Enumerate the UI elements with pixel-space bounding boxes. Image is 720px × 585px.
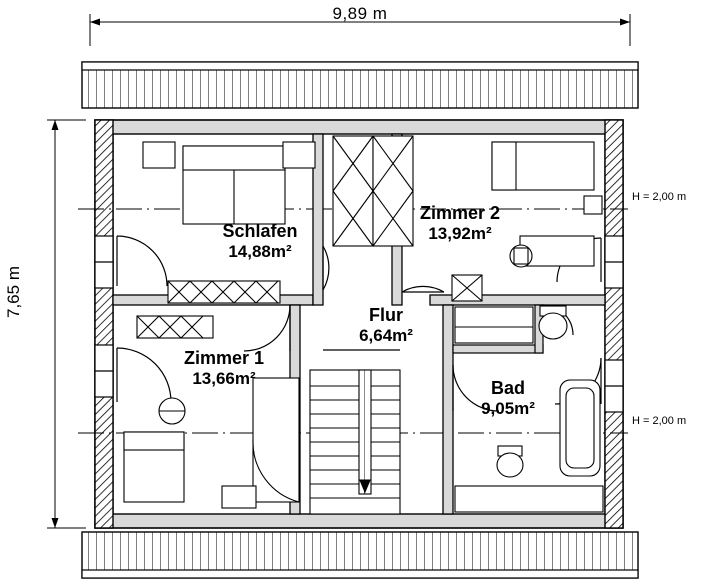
dimension-left-label: 7,65 m <box>4 266 23 318</box>
room-area-zimmer1: 13,66m² <box>192 368 256 388</box>
room-label-flur <box>334 305 438 345</box>
room-name-flur: Flur <box>369 305 403 325</box>
dimension-top-label: 9,89 m <box>332 4 388 23</box>
room-label-zimmer2 <box>402 203 518 243</box>
room-name-zimmer1: Zimmer 1 <box>183 348 265 368</box>
staircase <box>310 370 400 514</box>
room-name-schlafen: Schlafen <box>222 221 298 241</box>
room-area-flur: 6,64m² <box>359 325 413 345</box>
room-area-zimmer2: 13,92m² <box>428 223 492 243</box>
height-marker-upper-label: H = 2,00 m <box>632 191 687 203</box>
roof-overhang-bottom <box>82 532 638 578</box>
dimension-left <box>47 120 86 528</box>
room-name-bad: Bad <box>490 378 525 398</box>
room-name-zimmer2: Zimmer 2 <box>419 203 501 223</box>
roof-overhang-top <box>82 62 638 108</box>
room-label-schlafen <box>200 221 320 261</box>
room-label-zimmer1 <box>167 348 281 388</box>
room-area-schlafen: 14,88m² <box>228 241 292 261</box>
height-marker-lower-label: H = 2,00 m <box>632 415 687 427</box>
room-label-bad <box>452 378 564 418</box>
room-area-bad: 9,05m² <box>481 398 535 418</box>
